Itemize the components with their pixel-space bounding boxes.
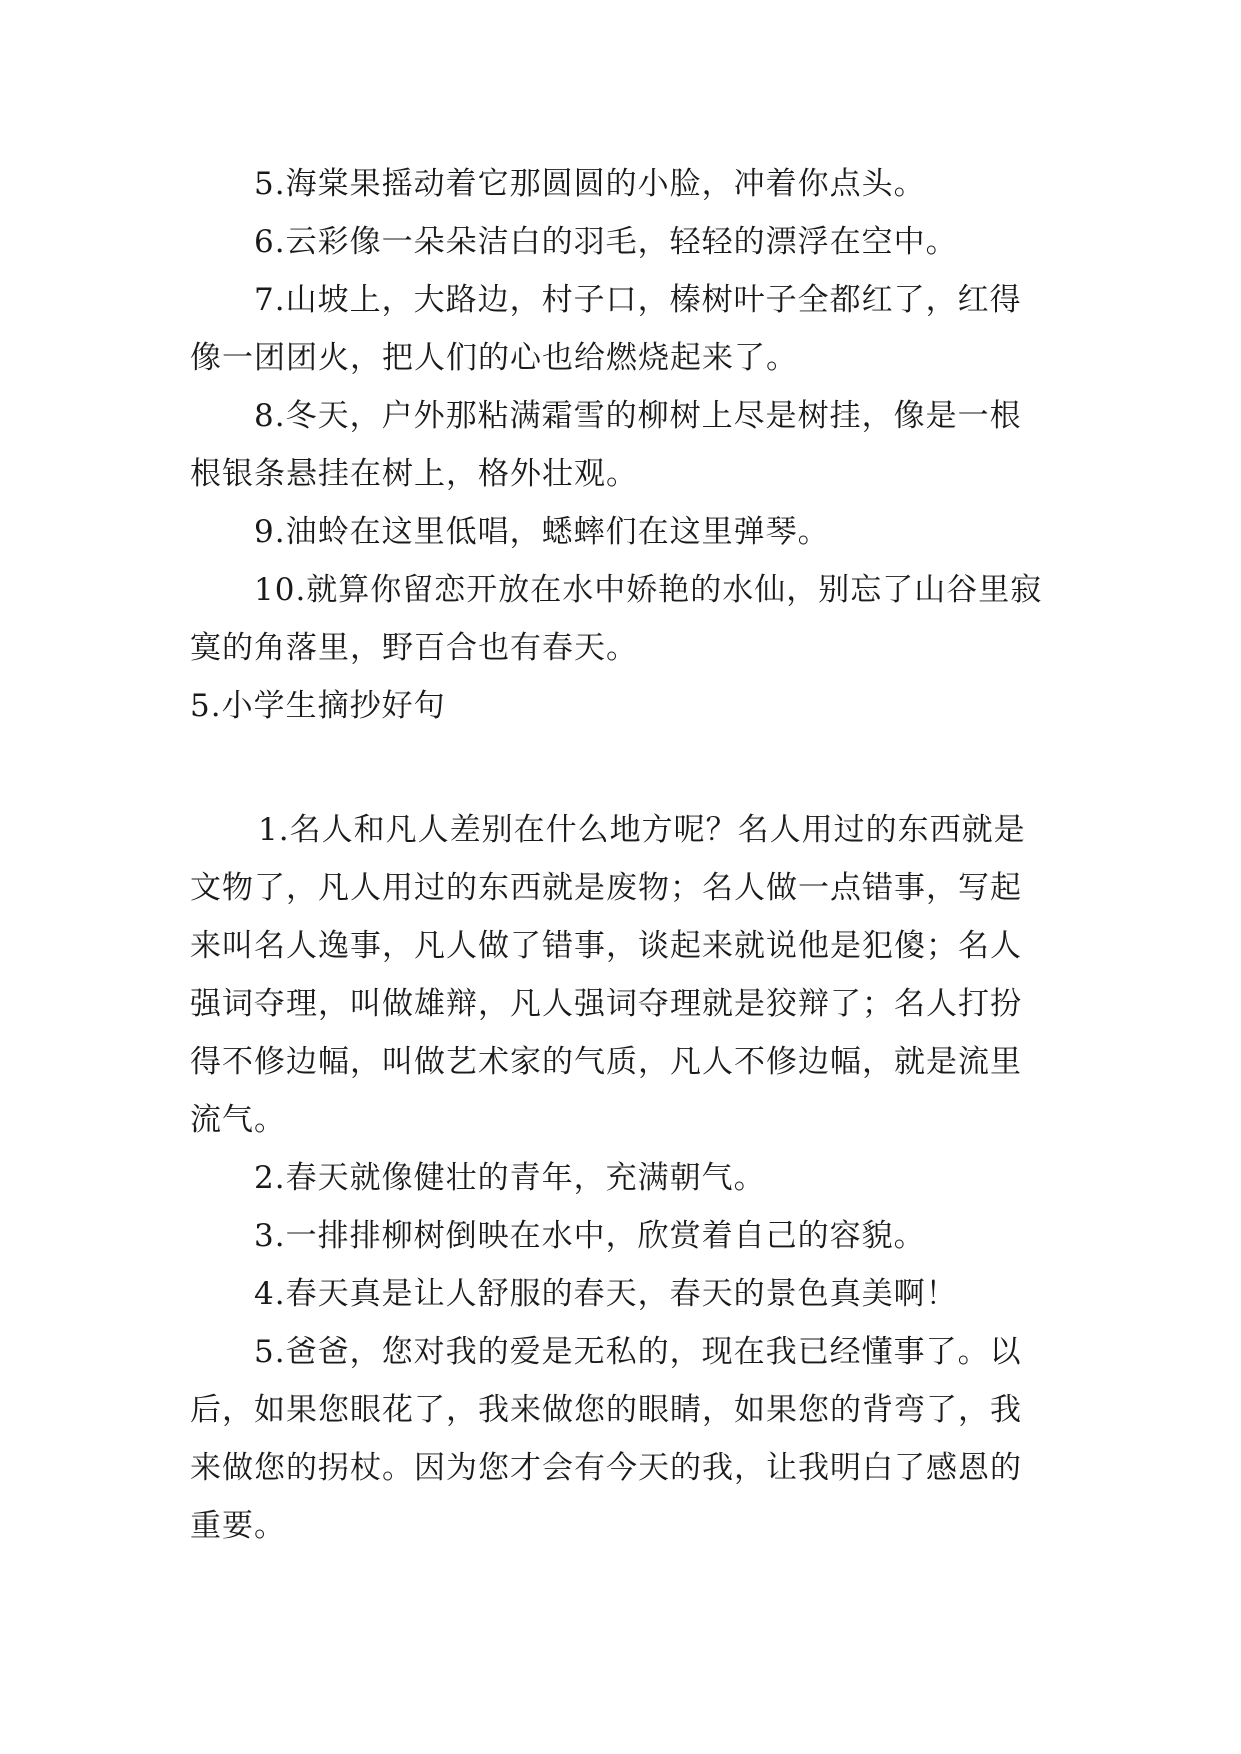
paragraph-4-spring-scenery: 4.春天真是让人舒服的春天，春天的景色真美啊！: [254, 1276, 958, 1312]
paragraph-1-celebrities: 1.名人和凡人差别在什么地方呢？名人用过的东西就是文物了，凡人用过的东西就是废物；名人做一点错事，写起来叫名人逸事，凡人做了错事，谈起来就说他是犯傻；名人强词夺理，叫做雄辩，凡人强词夺理就是狡辩了；名人打扮得不修边幅，叫做艺术家的气质，凡人不修边幅，就是流里流气。: [190, 812, 1026, 1138]
paragraph-9-crickets: 9.油蛉在这里低唱，蟋蟀们在这里弹琴。: [254, 514, 830, 550]
paragraph-8-winter: 8.冬天，户外那粘满霜雪的柳树上尽是树挂，像是一根根银条悬挂在树上，格外壮观。: [190, 398, 1022, 492]
paragraph-6-clouds: 6.云彩像一朵朵洁白的羽毛，轻轻的漂浮在空中。: [254, 224, 958, 260]
section-heading: 5.小学生摘抄好句: [190, 688, 446, 724]
paragraph-5-haitang: 5.海棠果摇动着它那圆圆的小脸，冲着你点头。: [254, 166, 926, 202]
paragraph-5-father: 5.爸爸，您对我的爱是无私的，现在我已经懂事了。以后，如果您眼花了，我来做您的眼睛，如果您的背弯了，我来做您的拐杖。因为您才会有今天的我，让我明白了感恩的重要。: [190, 1334, 1022, 1544]
paragraph-2-spring-youth: 2.春天就像健壮的青年，充满朝气。: [254, 1160, 766, 1196]
paragraph-7-hazel: 7.山坡上，大路边，村子口，榛树叶子全都红了，红得像一团团火，把人们的心也给燃烧起来了。: [190, 282, 1022, 376]
paragraph-10-lily: 10.就算你留恋开放在水中娇艳的水仙，别忘了山谷里寂寞的角落里，野百合也有春天。: [190, 572, 1043, 666]
paragraph-3-willows: 3.一排排柳树倒映在水中，欣赏着自己的容貌。: [254, 1218, 926, 1254]
